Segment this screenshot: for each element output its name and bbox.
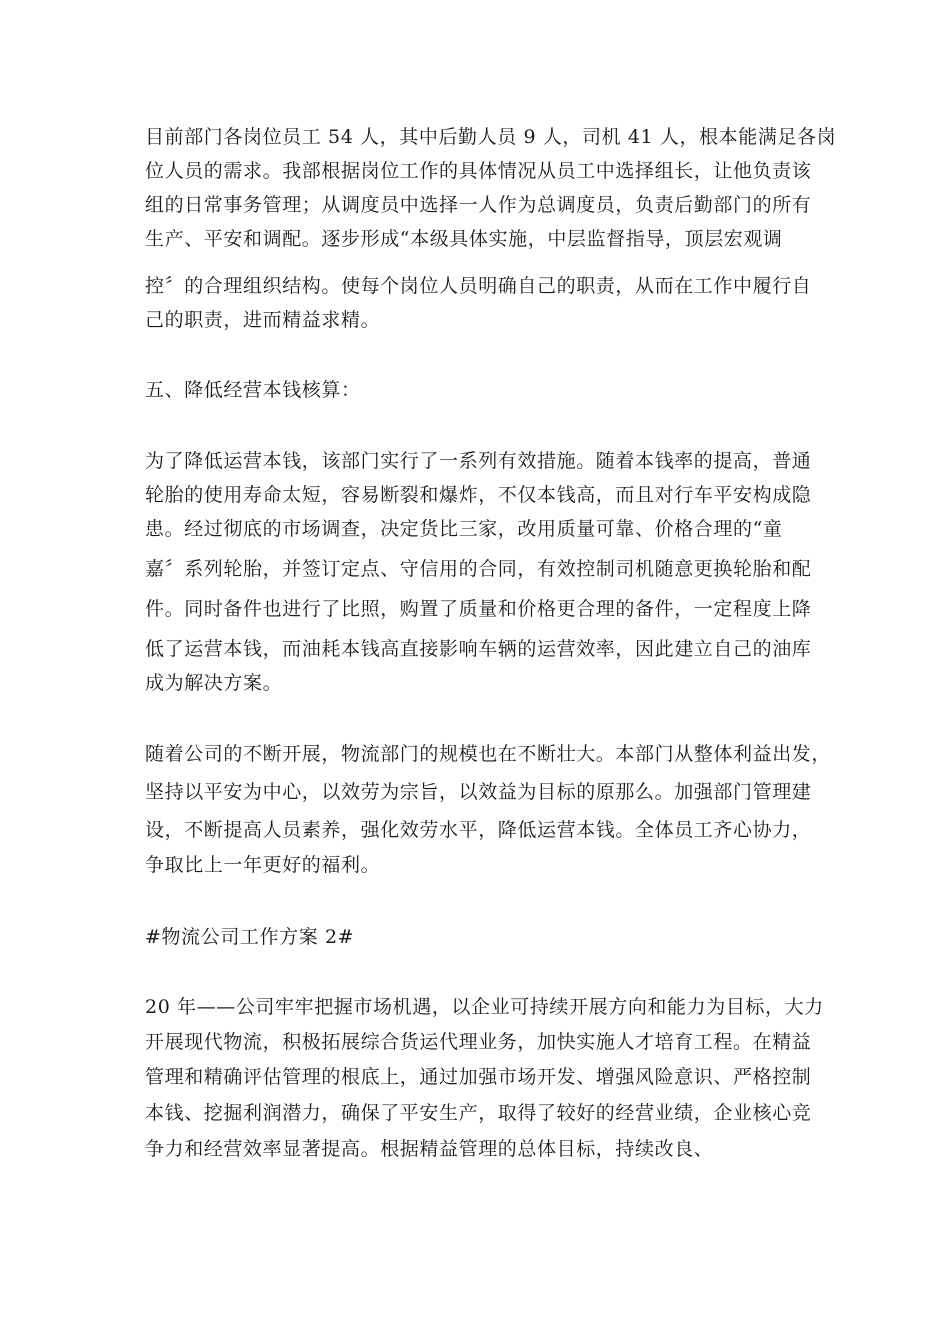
section-heading: #物流公司工作方案 2# — [145, 926, 355, 948]
text-line: 患。经过彻底的市场调查，决定货比三家，改用质量可靠、价格合理的“童 — [145, 518, 783, 540]
text-line: 位人员的需求。我部根据岗位工作的具体情况从员工中选择组长，让他负责该 — [145, 160, 812, 182]
text-line: 生产、平安和调配。逐步形成“本级具体实施，中层监督指导，顶层宏观调 — [145, 228, 783, 250]
text-line: 件。同时备件也进行了比照，购置了质量和价格更合理的备件，一定程度上降 — [145, 598, 812, 620]
text-line: 己的职责，进而精益求精。 — [145, 309, 381, 331]
text-line: 成为解决方案。 — [145, 672, 283, 694]
text-line: 坚持以平安为中心，以效劳为宗旨，以效益为目标的原那么。加强部门管理建 — [145, 781, 812, 803]
text-line: 争取比上一年更好的福利。 — [145, 854, 381, 876]
text-line: 为了降低运营本钱，该部门实行了一系列有效措施。随着本钱率的提高，普通 — [145, 450, 812, 472]
text-line: 20 年——公司牢牢把握市场机遇，以企业可持续开展方向和能力为目标，大力 — [145, 996, 824, 1018]
text-line: 开展现代物流，积极拓展综合货运代理业务，加快实施人才培育工程。在精益 — [145, 1031, 812, 1053]
text-line: 低了运营本钱，而油耗本钱高直接影响车辆的运营效率，因此建立自己的油库 — [145, 638, 812, 660]
text-line: 嘉〞系列轮胎，并签订定点、守信用的合同，有效控制司机随意更换轮胎和配 — [145, 558, 812, 580]
text-line: 组的日常事务管理；从调度员中选择一人作为总调度员，负责后勤部门的所有 — [145, 194, 812, 216]
text-line: 争力和经营效率显著提高。根据精益管理的总体目标，持续改良、 — [145, 1138, 714, 1160]
text-line: 控〞的合理组织结构。使每个岗位人员明确自己的职责，从而在工作中履行自 — [145, 275, 812, 297]
text-line: 目前部门各岗位员工 54 人，其中后勤人员 9 人，司机 41 人，根本能满足各岗 — [145, 126, 837, 148]
section-heading: 五、降低经营本钱核算： — [145, 379, 361, 401]
text-line: 轮胎的使用寿命太短，容易断裂和爆炸，不仅本钱高，而且对行车平安构成隐 — [145, 484, 812, 506]
text-line: 本钱、挖掘利润潜力，确保了平安生产，取得了较好的经营业绩，企业核心竞 — [145, 1102, 812, 1124]
text-line: 设，不断提高人员素养，强化效劳水平，降低运营本钱。全体员工齐心协力， — [145, 819, 812, 841]
text-line: 管理和精确评估管理的根底上，通过加强市场开发、增强风险意识、严格控制 — [145, 1066, 812, 1088]
text-line: 随着公司的不断开展，物流部门的规模也在不断壮大。本部门从整体利益出发， — [145, 743, 832, 765]
